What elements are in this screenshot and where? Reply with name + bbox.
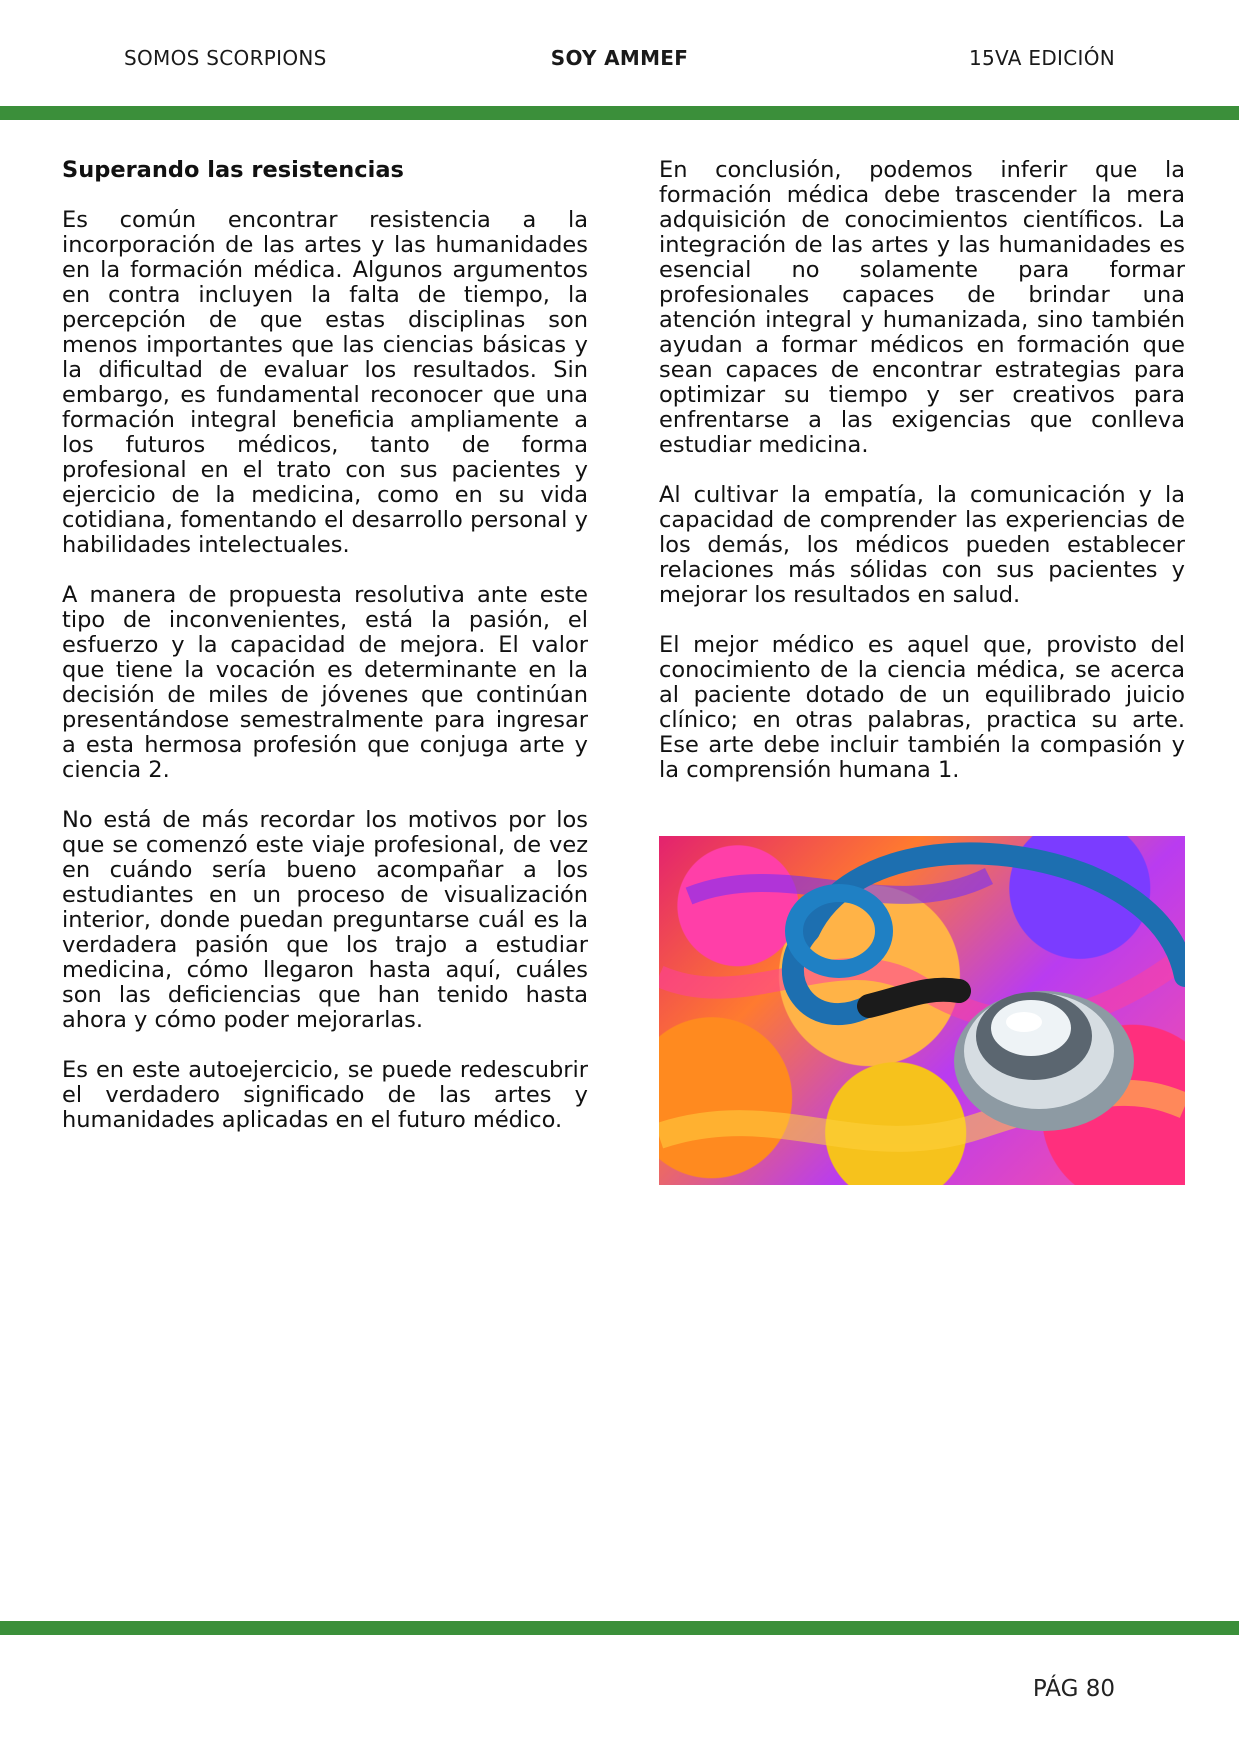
section-heading: Superando las resistencias (62, 157, 404, 183)
paragraph: No está de más recordar los motivos por los que se comenzó este viaje profesional, de vez en cuándo sería bueno acompañar a los estudiantes en un proceso de visualización interior, donde puedan preguntarse cuál es la verdadera pasión que los trajo a estudiar medicina, cómo llegaron hasta aquí, cuáles son las deficiencias que han tenido hasta ahora y cómo poder mejorarlas. (62, 807, 588, 1033)
paragraph: En conclusión, podemos inferir que la formación médica debe trascender la mera adquisición de conocimientos científicos. La integración de las artes y las humanidades es esencial no solamente para formar profesionales capaces de brindar una atención integral y humanizada, sino también ayudan a formar médicos en formación que sean capaces de encontrar estrategias para optimizar su tiempo y ser creativos para enfrentarse a las exigencias que conlleva estudiar medicina. (659, 157, 1185, 458)
header-divider-band (0, 106, 1239, 120)
right-column (659, 158, 1185, 808)
header-section-title: SOY AMMEF (550, 46, 689, 70)
stethoscope-icon (659, 836, 1185, 1185)
footer-divider-band (0, 1621, 1239, 1635)
page-number: PÁG 80 (1032, 1676, 1115, 1702)
paragraph: Es en este autoejercicio, se puede redescubrir el verdadero significado de las artes y humanidades aplicadas en el futuro médico. (62, 1057, 588, 1133)
paragraph: Al cultivar la empatía, la comunicación y la capacidad de comprender las experiencias de los demás, los médicos pueden establecer relaciones más sólidas con sus pacientes y mejorar los resultados en salud. (659, 482, 1185, 608)
left-column (62, 158, 588, 1158)
stethoscope-photo (659, 836, 1185, 1185)
paragraph: Es común encontrar resistencia a la incorporación de las artes y las humanidades en la formación médica. Algunos argumentos en contra incluyen la falta de tiempo, la percepción de que estas disciplinas son menos importantes que las ciencias básicas y la dificultad de evaluar los resultados. Sin embargo, es fundamental reconocer que una formación integral beneficia ampliamente a los futuros médicos, tanto de forma profesional en el trato con sus pacientes y ejercicio de la medicina, como en su vida cotidiana, fomentando el desarrollo personal y habilidades intelectuales. (62, 207, 588, 558)
paragraph: A manera de propuesta resolutiva ante este tipo de inconvenientes, está la pasión, el esfuerzo y la capacidad de mejora. El valor que tiene la vocación es determinante en la decisión de miles de jóvenes que continúan presentándose semestralmente para ingresar a esta hermosa profesión que conjuga arte y ciencia 2. (62, 582, 588, 783)
page-header (0, 0, 1239, 106)
header-magazine-name: SOMOS SCORPIONS (124, 46, 327, 70)
paragraph: El mejor médico es aquel que, provisto del conocimiento de la ciencia médica, se acerca al paciente dotado de un equilibrado juicio clínico; en otras palabras, practica su arte. Ese arte debe incluir también la compasión y la comprensión humana 1. (659, 632, 1185, 783)
header-edition: 15VA EDICIÓN (969, 46, 1115, 70)
